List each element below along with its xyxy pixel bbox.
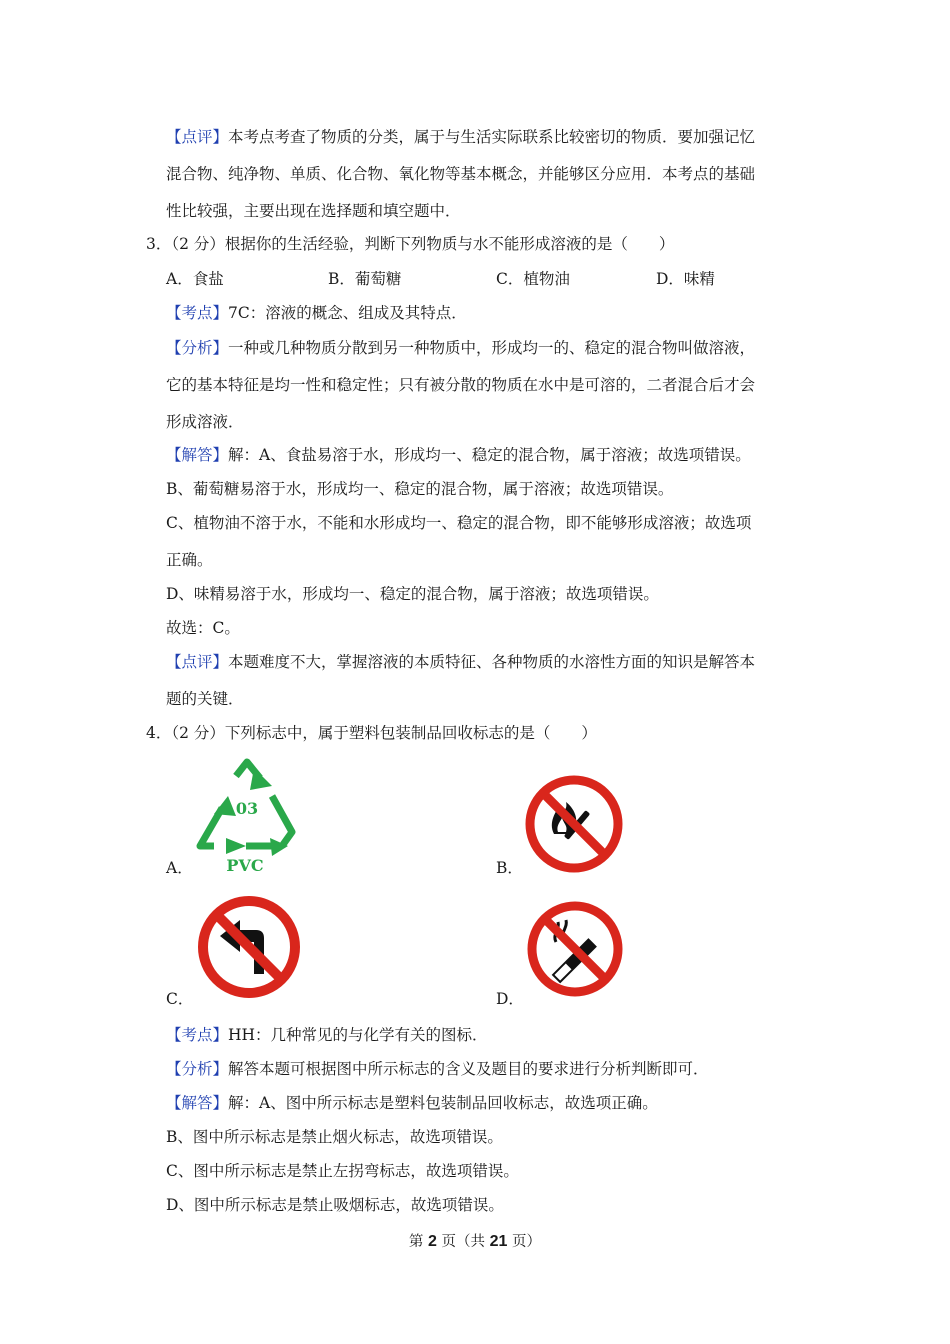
q3-stem: 3．（2 分）根据你的生活经验，判断下列物质与水不能形成溶液的是（ ）	[146, 235, 675, 253]
q4-option-c-label: C．	[166, 990, 194, 1008]
q4-option-a-label: A．	[166, 859, 193, 877]
q3-fenxi-line-1: 【分析】一种或几种物质分散到另一种物质中，形成均一的、稳定的混合物叫做溶液，	[166, 339, 756, 357]
q4-option-d-label: D．	[496, 990, 524, 1008]
q3-dianping-line-2: 题的关键．	[166, 690, 244, 708]
q3-option-d: D．味精	[656, 270, 715, 288]
q3-fenxi-line-2: 它的基本特征是均一性和稳定性；只有被分散的物质在水中是可溶的，二者混合后才会	[166, 376, 756, 394]
q3-jieda-line-2: B、葡萄糖易溶于水，形成均一、稳定的混合物，属于溶液；故选项错误。	[166, 480, 674, 498]
q4-kaodian: 【考点】HH：几种常见的与化学有关的图标．	[166, 1026, 488, 1044]
q4-jieda-line-2: B、图中所示标志是禁止烟火标志，故选项错误。	[166, 1128, 503, 1146]
q4-jieda-line-4: D、图中所示标志是禁止吸烟标志，故选项错误。	[166, 1196, 504, 1214]
q3-dianping-line-1: 【点评】本题难度不大，掌握溶液的本质特征、各种物质的水溶性方面的知识是解答本	[166, 653, 756, 671]
no-smoking-icon	[526, 900, 624, 998]
recycle-text: PVC	[226, 856, 264, 875]
page-total: 21	[489, 1233, 508, 1250]
q3-fenxi-line-3: 形成溶液．	[166, 413, 244, 431]
q4-jieda-line-1: 【解答】解：A、图中所示标志是塑料包装制品回收标志，故选项正确。	[166, 1094, 658, 1112]
no-left-turn-icon	[196, 894, 302, 1000]
q4-stem: 4．（2 分）下列标志中，属于塑料包装制品回收标志的是（ ）	[146, 724, 597, 742]
no-fire-icon	[524, 774, 624, 874]
q3-option-b: B．葡萄糖	[328, 270, 402, 288]
q2-comment-line-3: 性比较强，主要出现在选择题和填空题中．	[166, 202, 461, 220]
page-footer: 第 2 页（共 21 页）	[408, 1233, 542, 1250]
q3-jieda-line-3: C、植物油不溶于水，不能和水形成均一、稳定的混合物，即不能够形成溶液；故选项	[166, 514, 752, 532]
q3-jieda-line-6: 故选：C。	[166, 619, 240, 637]
page-number: 2	[428, 1233, 437, 1250]
q3-jieda-line-5: D、味精易溶于水，形成均一、稳定的混合物，属于溶液；故选项错误。	[166, 585, 659, 603]
q4-fenxi: 【分析】解答本题可根据图中所示标志的含义及题目的要求进行分析判断即可．	[166, 1060, 709, 1078]
recycle-pvc-icon	[192, 756, 302, 876]
q2-comment-line-2: 混合物、纯净物、单质、化合物、氧化物等基本概念，并能够区分应用．本考点的基础	[166, 165, 756, 183]
q2-comment-line-1: 【点评】本考点考查了物质的分类，属于与生活实际联系比较密切的物质．要加强记忆	[166, 128, 756, 146]
comment-tag: 【点评】	[166, 128, 229, 146]
q3-option-a: A．食盐	[166, 270, 224, 288]
q4-jieda-line-3: C、图中所示标志是禁止左拐弯标志，故选项错误。	[166, 1162, 519, 1180]
recycle-number: 03	[235, 799, 259, 818]
q3-option-c: C．植物油	[496, 270, 570, 288]
q3-jieda-line-1: 【解答】解：A、食盐易溶于水，形成均一、稳定的混合物，属于溶液；故选项错误。	[166, 446, 751, 464]
q4-option-b-label: B．	[496, 859, 523, 877]
q3-jieda-line-4: 正确。	[166, 551, 213, 569]
q3-kaodian: 【考点】7C：溶液的概念、组成及其特点．	[166, 304, 467, 322]
